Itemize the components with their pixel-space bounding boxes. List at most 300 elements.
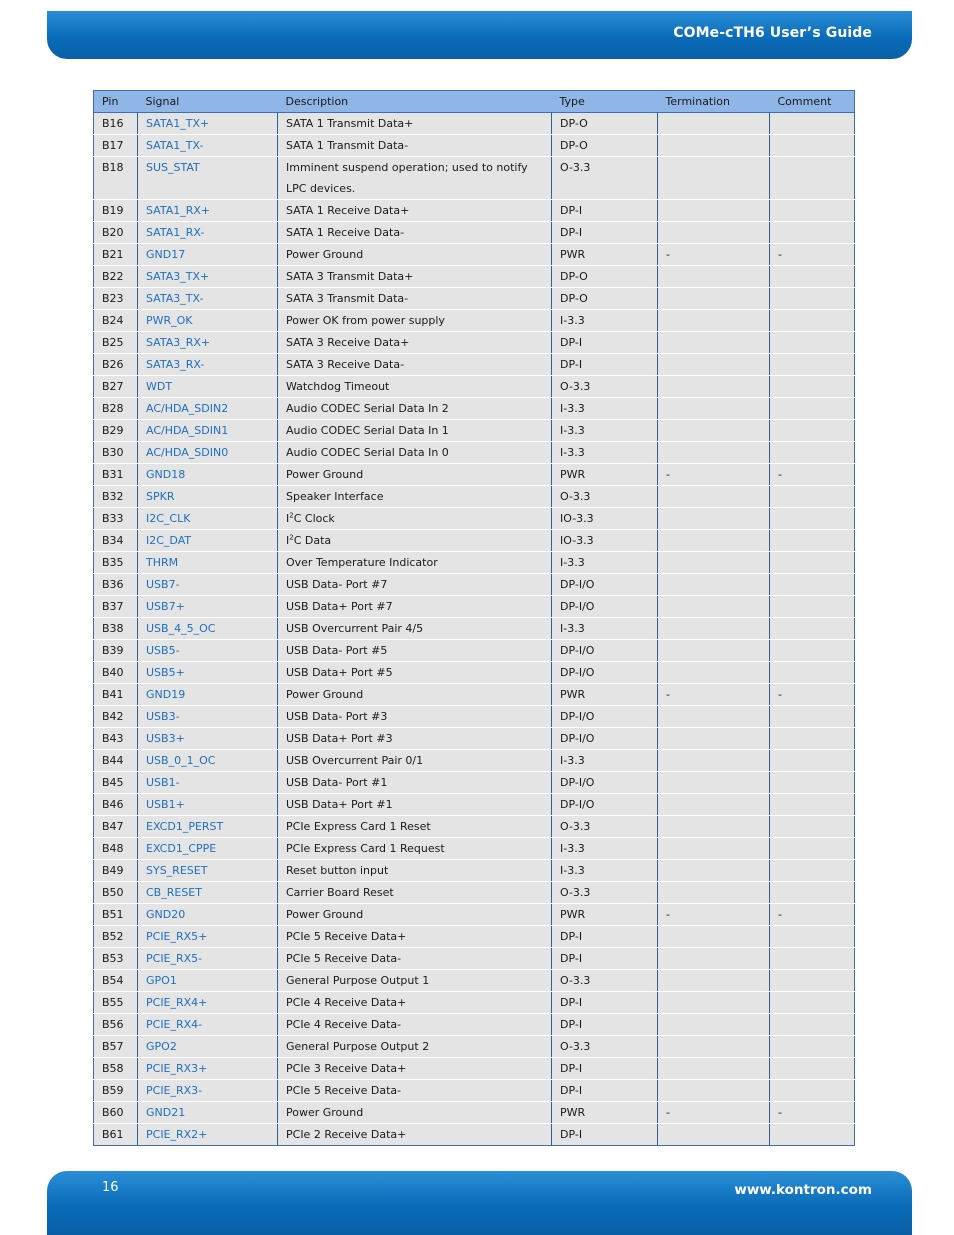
table-row xyxy=(94,420,855,442)
table-row xyxy=(94,926,855,948)
cell-description: PCIe 4 Receive Data- xyxy=(278,1014,552,1036)
cell-signal[interactable]: CB_RESET xyxy=(138,882,278,904)
cell-termination xyxy=(658,596,770,618)
cell-type: O-3.3 xyxy=(552,157,658,200)
cell-description: USB Data+ Port #7 xyxy=(278,596,552,618)
cell-description: USB Data- Port #3 xyxy=(278,706,552,728)
cell-comment: - xyxy=(770,1102,855,1124)
table-row xyxy=(94,288,855,310)
cell-termination xyxy=(658,750,770,772)
cell-pin: B30 xyxy=(94,442,138,464)
cell-description: Audio CODEC Serial Data In 1 xyxy=(278,420,552,442)
cell-comment xyxy=(770,882,855,904)
cell-description: $I^2C$ Clock xyxy=(278,508,552,530)
table-row xyxy=(94,1058,855,1080)
cell-signal[interactable]: SATA1_RX+ xyxy=(138,200,278,222)
cell-comment xyxy=(770,772,855,794)
table-row xyxy=(94,882,855,904)
cell-pin: B17 xyxy=(94,135,138,157)
cell-description: PCIe 4 Receive Data+ xyxy=(278,992,552,1014)
cell-signal[interactable]: PCIE_RX2+ xyxy=(138,1124,278,1146)
cell-type: DP-I/O xyxy=(552,706,658,728)
column-header-type: Type xyxy=(552,91,658,113)
cell-signal[interactable]: SATA3_RX- xyxy=(138,354,278,376)
cell-type: PWR xyxy=(552,904,658,926)
document-title: COMe-cTH6 User’s Guide xyxy=(673,25,872,41)
cell-signal[interactable]: EXCD1_CPPE xyxy=(138,838,278,860)
cell-description: PCIe 5 Receive Data- xyxy=(278,1080,552,1102)
cell-comment xyxy=(770,816,855,838)
table-row xyxy=(94,376,855,398)
cell-termination xyxy=(658,948,770,970)
page-number: 16 xyxy=(102,1180,119,1195)
table-row xyxy=(94,970,855,992)
cell-pin: B35 xyxy=(94,552,138,574)
table-row xyxy=(94,486,855,508)
cell-signal[interactable]: SATA1_TX- xyxy=(138,135,278,157)
cell-description: USB Data- Port #1 xyxy=(278,772,552,794)
cell-termination: - xyxy=(658,464,770,486)
cell-pin: B43 xyxy=(94,728,138,750)
cell-type: O-3.3 xyxy=(552,1036,658,1058)
cell-signal[interactable]: USB7- xyxy=(138,574,278,596)
cell-signal[interactable]: GND18 xyxy=(138,464,278,486)
table-body xyxy=(94,113,855,1146)
cell-signal[interactable]: USB1- xyxy=(138,772,278,794)
cell-signal[interactable]: SPKR xyxy=(138,486,278,508)
table-row xyxy=(94,354,855,376)
cell-pin: B18 xyxy=(94,157,138,200)
cell-pin: B38 xyxy=(94,618,138,640)
table-row xyxy=(94,728,855,750)
table-row xyxy=(94,508,855,530)
cell-termination xyxy=(658,530,770,552)
cell-termination xyxy=(658,486,770,508)
cell-pin: B48 xyxy=(94,838,138,860)
cell-description: USB Data+ Port #5 xyxy=(278,662,552,684)
cell-description: PCIe 5 Receive Data+ xyxy=(278,926,552,948)
cell-termination xyxy=(658,354,770,376)
cell-comment xyxy=(770,530,855,552)
cell-type: I-3.3 xyxy=(552,552,658,574)
cell-termination: - xyxy=(658,244,770,266)
cell-description: SATA 3 Receive Data+ xyxy=(278,332,552,354)
table-row xyxy=(94,398,855,420)
cell-signal[interactable]: PCIE_RX5- xyxy=(138,948,278,970)
cell-comment xyxy=(770,640,855,662)
cell-description: General Purpose Output 2 xyxy=(278,1036,552,1058)
cell-termination xyxy=(658,926,770,948)
cell-termination xyxy=(658,552,770,574)
cell-type: DP-I/O xyxy=(552,794,658,816)
cell-signal[interactable]: GND17 xyxy=(138,244,278,266)
cell-comment xyxy=(770,948,855,970)
cell-description: SATA 1 Receive Data+ xyxy=(278,200,552,222)
cell-signal[interactable]: AC/HDA_SDIN2 xyxy=(138,398,278,420)
cell-pin: B58 xyxy=(94,1058,138,1080)
cell-signal[interactable]: GND20 xyxy=(138,904,278,926)
table-row xyxy=(94,618,855,640)
column-header-termination: Termination xyxy=(658,91,770,113)
cell-signal[interactable]: PWR_OK xyxy=(138,310,278,332)
table-row xyxy=(94,222,855,244)
cell-comment: - xyxy=(770,684,855,706)
cell-pin: B34 xyxy=(94,530,138,552)
cell-comment xyxy=(770,574,855,596)
cell-description: USB Overcurrent Pair 4/5 xyxy=(278,618,552,640)
cell-comment xyxy=(770,442,855,464)
cell-pin: B61 xyxy=(94,1124,138,1146)
table-row xyxy=(94,113,855,135)
cell-termination xyxy=(658,1080,770,1102)
cell-comment xyxy=(770,992,855,1014)
cell-type: PWR xyxy=(552,684,658,706)
cell-comment xyxy=(770,794,855,816)
table-row xyxy=(94,1102,855,1124)
cell-termination xyxy=(658,288,770,310)
cell-pin: B16 xyxy=(94,113,138,135)
cell-termination xyxy=(658,200,770,222)
cell-type: DP-I xyxy=(552,200,658,222)
cell-type: I-3.3 xyxy=(552,750,658,772)
table-row xyxy=(94,266,855,288)
cell-pin: B57 xyxy=(94,1036,138,1058)
cell-comment xyxy=(770,113,855,135)
cell-type: I-3.3 xyxy=(552,420,658,442)
cell-comment xyxy=(770,662,855,684)
table-row xyxy=(94,1080,855,1102)
cell-type: DP-I xyxy=(552,1014,658,1036)
cell-description: SATA 3 Transmit Data+ xyxy=(278,266,552,288)
cell-signal[interactable]: GND19 xyxy=(138,684,278,706)
cell-type: I-3.3 xyxy=(552,860,658,882)
cell-description: Power Ground xyxy=(278,1102,552,1124)
table-row xyxy=(94,442,855,464)
cell-termination xyxy=(658,1124,770,1146)
cell-signal[interactable]: USB7+ xyxy=(138,596,278,618)
cell-pin: B20 xyxy=(94,222,138,244)
table-row xyxy=(94,332,855,354)
cell-termination xyxy=(658,420,770,442)
cell-signal[interactable]: SATA1_RX- xyxy=(138,222,278,244)
cell-description: Power Ground xyxy=(278,684,552,706)
cell-termination xyxy=(658,640,770,662)
cell-pin: B60 xyxy=(94,1102,138,1124)
cell-comment: - xyxy=(770,244,855,266)
cell-description: Power Ground xyxy=(278,464,552,486)
cell-type: O-3.3 xyxy=(552,376,658,398)
cell-signal[interactable]: AC/HDA_SDIN0 xyxy=(138,442,278,464)
column-header-description: Description xyxy=(278,91,552,113)
cell-termination xyxy=(658,113,770,135)
cell-comment xyxy=(770,486,855,508)
cell-pin: B52 xyxy=(94,926,138,948)
cell-description: $I^2C$ Data xyxy=(278,530,552,552)
cell-comment xyxy=(770,926,855,948)
cell-termination xyxy=(658,398,770,420)
cell-comment xyxy=(770,420,855,442)
cell-type: DP-I xyxy=(552,992,658,1014)
pinout-table xyxy=(93,90,855,1146)
cell-termination xyxy=(658,376,770,398)
cell-description: SATA 3 Receive Data- xyxy=(278,354,552,376)
cell-pin: B47 xyxy=(94,816,138,838)
cell-termination xyxy=(658,135,770,157)
cell-description: PCIe 5 Receive Data- xyxy=(278,948,552,970)
cell-termination xyxy=(658,157,770,200)
cell-termination xyxy=(658,1036,770,1058)
cell-signal[interactable]: GPO1 xyxy=(138,970,278,992)
cell-type: DP-I xyxy=(552,1058,658,1080)
cell-signal[interactable]: USB3- xyxy=(138,706,278,728)
cell-comment xyxy=(770,508,855,530)
cell-termination xyxy=(658,442,770,464)
cell-pin: B40 xyxy=(94,662,138,684)
cell-pin: B49 xyxy=(94,860,138,882)
cell-description: Power Ground xyxy=(278,244,552,266)
cell-comment xyxy=(770,728,855,750)
cell-type: DP-I xyxy=(552,1124,658,1146)
cell-type: DP-I/O xyxy=(552,574,658,596)
cell-comment xyxy=(770,706,855,728)
cell-termination xyxy=(658,728,770,750)
cell-description: Watchdog Timeout xyxy=(278,376,552,398)
cell-pin: B55 xyxy=(94,992,138,1014)
cell-type: PWR xyxy=(552,1102,658,1124)
cell-comment xyxy=(770,222,855,244)
cell-signal[interactable]: PCIE_RX4- xyxy=(138,1014,278,1036)
cell-comment xyxy=(770,1036,855,1058)
cell-termination xyxy=(658,574,770,596)
cell-comment xyxy=(770,288,855,310)
cell-comment xyxy=(770,332,855,354)
table-row xyxy=(94,596,855,618)
cell-comment xyxy=(770,860,855,882)
cell-pin: B45 xyxy=(94,772,138,794)
cell-comment xyxy=(770,1080,855,1102)
cell-type: DP-I/O xyxy=(552,596,658,618)
table-row xyxy=(94,772,855,794)
cell-termination xyxy=(658,266,770,288)
cell-termination xyxy=(658,310,770,332)
cell-description: Audio CODEC Serial Data In 2 xyxy=(278,398,552,420)
cell-signal[interactable]: SATA3_TX- xyxy=(138,288,278,310)
cell-type: I-3.3 xyxy=(552,310,658,332)
table-row xyxy=(94,706,855,728)
cell-description: Over Temperature Indicator xyxy=(278,552,552,574)
cell-comment xyxy=(770,838,855,860)
column-header-comment: Comment xyxy=(770,91,855,113)
table-row xyxy=(94,1014,855,1036)
cell-signal[interactable]: USB1+ xyxy=(138,794,278,816)
cell-signal[interactable]: PCIE_RX3+ xyxy=(138,1058,278,1080)
cell-description: Reset button input xyxy=(278,860,552,882)
cell-signal[interactable]: SYS_RESET xyxy=(138,860,278,882)
cell-termination xyxy=(658,662,770,684)
cell-comment xyxy=(770,618,855,640)
cell-comment xyxy=(770,398,855,420)
cell-termination xyxy=(658,618,770,640)
cell-type: O-3.3 xyxy=(552,816,658,838)
cell-comment xyxy=(770,1014,855,1036)
cell-description: PCIe Express Card 1 Reset xyxy=(278,816,552,838)
cell-type: O-3.3 xyxy=(552,486,658,508)
cell-type: DP-O xyxy=(552,266,658,288)
cell-type: DP-I xyxy=(552,926,658,948)
column-header-signal: Signal xyxy=(138,91,278,113)
cell-comment xyxy=(770,750,855,772)
cell-termination xyxy=(658,970,770,992)
cell-pin: B26 xyxy=(94,354,138,376)
cell-termination xyxy=(658,860,770,882)
cell-signal[interactable]: SUS_STAT xyxy=(138,157,278,200)
cell-pin: B53 xyxy=(94,948,138,970)
table-row xyxy=(94,552,855,574)
cell-pin: B33 xyxy=(94,508,138,530)
table-row xyxy=(94,662,855,684)
cell-pin: B19 xyxy=(94,200,138,222)
cell-signal[interactable]: THRM xyxy=(138,552,278,574)
cell-pin: B24 xyxy=(94,310,138,332)
website-link[interactable]: www.kontron.com xyxy=(734,1182,872,1198)
cell-signal[interactable]: PCIE_RX4+ xyxy=(138,992,278,1014)
cell-signal[interactable]: SATA1_TX+ xyxy=(138,113,278,135)
cell-pin: B42 xyxy=(94,706,138,728)
cell-description: General Purpose Output 1 xyxy=(278,970,552,992)
table-row xyxy=(94,860,855,882)
cell-termination xyxy=(658,838,770,860)
table-header-row xyxy=(94,91,855,113)
cell-description: USB Data+ Port #1 xyxy=(278,794,552,816)
cell-description: Power Ground xyxy=(278,904,552,926)
cell-comment xyxy=(770,552,855,574)
cell-signal[interactable]: USB5+ xyxy=(138,662,278,684)
cell-termination xyxy=(658,992,770,1014)
cell-pin: B28 xyxy=(94,398,138,420)
cell-comment xyxy=(770,596,855,618)
cell-termination xyxy=(658,794,770,816)
cell-comment xyxy=(770,970,855,992)
table-row xyxy=(94,310,855,332)
cell-description: Carrier Board Reset xyxy=(278,882,552,904)
cell-signal[interactable]: USB3+ xyxy=(138,728,278,750)
cell-type: DP-I xyxy=(552,948,658,970)
table-row xyxy=(94,992,855,1014)
cell-signal[interactable]: I2C_DAT xyxy=(138,530,278,552)
cell-signal[interactable]: GPO2 xyxy=(138,1036,278,1058)
cell-termination xyxy=(658,772,770,794)
table-row xyxy=(94,640,855,662)
cell-description: SATA 1 Receive Data- xyxy=(278,222,552,244)
cell-pin: B54 xyxy=(94,970,138,992)
cell-comment xyxy=(770,135,855,157)
cell-comment xyxy=(770,157,855,200)
superscript: 2 xyxy=(289,533,294,542)
cell-description: USB Overcurrent Pair 0/1 xyxy=(278,750,552,772)
cell-type: DP-I xyxy=(552,332,658,354)
table-row xyxy=(94,750,855,772)
cell-type: I-3.3 xyxy=(552,618,658,640)
table-row xyxy=(94,135,855,157)
table-row xyxy=(94,838,855,860)
cell-description: Audio CODEC Serial Data In 0 xyxy=(278,442,552,464)
cell-pin: B44 xyxy=(94,750,138,772)
cell-pin: B31 xyxy=(94,464,138,486)
cell-pin: B36 xyxy=(94,574,138,596)
cell-description: Imminent suspend operation; used to notify LPC devices. xyxy=(278,157,552,200)
cell-type: DP-O xyxy=(552,135,658,157)
cell-signal[interactable]: SATA3_RX+ xyxy=(138,332,278,354)
footer-bar xyxy=(47,1171,912,1235)
cell-signal[interactable]: AC/HDA_SDIN1 xyxy=(138,420,278,442)
cell-type: IO-3.3 xyxy=(552,508,658,530)
cell-type: DP-I xyxy=(552,222,658,244)
cell-comment: - xyxy=(770,904,855,926)
cell-comment xyxy=(770,1124,855,1146)
cell-comment xyxy=(770,354,855,376)
cell-type: O-3.3 xyxy=(552,970,658,992)
cell-termination xyxy=(658,222,770,244)
cell-type: IO-3.3 xyxy=(552,530,658,552)
cell-signal[interactable]: PCIE_RX3- xyxy=(138,1080,278,1102)
cell-type: DP-I/O xyxy=(552,728,658,750)
table-row xyxy=(94,904,855,926)
cell-pin: B27 xyxy=(94,376,138,398)
cell-termination xyxy=(658,882,770,904)
cell-type: DP-O xyxy=(552,113,658,135)
cell-type: I-3.3 xyxy=(552,398,658,420)
cell-signal[interactable]: EXCD1_PERST xyxy=(138,816,278,838)
cell-description: PCIe 3 Receive Data+ xyxy=(278,1058,552,1080)
cell-type: DP-I/O xyxy=(552,662,658,684)
cell-pin: B22 xyxy=(94,266,138,288)
cell-comment xyxy=(770,200,855,222)
cell-signal[interactable]: GND21 xyxy=(138,1102,278,1124)
cell-signal[interactable]: WDT xyxy=(138,376,278,398)
cell-description: USB Data+ Port #3 xyxy=(278,728,552,750)
cell-comment xyxy=(770,310,855,332)
table-row xyxy=(94,948,855,970)
cell-pin: B59 xyxy=(94,1080,138,1102)
cell-signal[interactable]: USB_0_1_OC xyxy=(138,750,278,772)
cell-description: SATA 3 Transmit Data- xyxy=(278,288,552,310)
table-row xyxy=(94,684,855,706)
cell-pin: B23 xyxy=(94,288,138,310)
superscript: 2 xyxy=(289,511,294,520)
cell-type: I-3.3 xyxy=(552,442,658,464)
header-bar xyxy=(47,11,912,59)
cell-pin: B41 xyxy=(94,684,138,706)
cell-type: DP-I xyxy=(552,354,658,376)
cell-pin: B46 xyxy=(94,794,138,816)
cell-description: USB Data- Port #7 xyxy=(278,574,552,596)
cell-pin: B37 xyxy=(94,596,138,618)
cell-signal[interactable]: PCIE_RX5+ xyxy=(138,926,278,948)
cell-pin: B50 xyxy=(94,882,138,904)
cell-description: SATA 1 Transmit Data+ xyxy=(278,113,552,135)
column-header-pin: Pin xyxy=(94,91,138,113)
cell-signal[interactable]: SATA3_TX+ xyxy=(138,266,278,288)
table-row xyxy=(94,816,855,838)
cell-description: PCIe 2 Receive Data+ xyxy=(278,1124,552,1146)
table-row xyxy=(94,574,855,596)
cell-signal[interactable]: USB_4_5_OC xyxy=(138,618,278,640)
cell-signal[interactable]: I2C_CLK xyxy=(138,508,278,530)
cell-pin: B21 xyxy=(94,244,138,266)
cell-signal[interactable]: USB5- xyxy=(138,640,278,662)
cell-comment xyxy=(770,266,855,288)
cell-termination: - xyxy=(658,1102,770,1124)
